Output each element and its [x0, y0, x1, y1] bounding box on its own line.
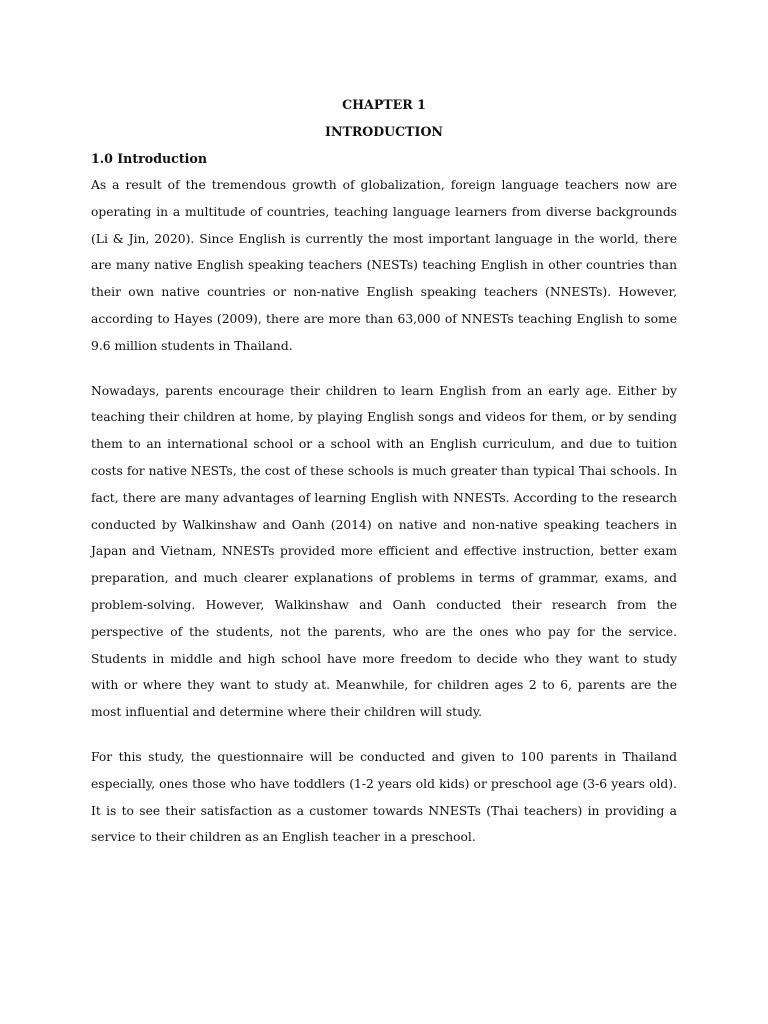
paragraph-2: Nowadays, parents encourage their children to learn English from an early age. Either by teaching their children at home, by playing English songs and videos for them, or by sending them to an international school or a school with an English curriculum, and due to tuition costs for native NESTs, the cost of these schools is much greater than typical Thai schools. In fact, there are many advantages of learning English with NNESTs. According to the research conducted by Walkinshaw and Oanh (2014) on native and non-native speaking teachers in Japan and Vietnam, NNESTs provided more efficient and effective instruction, better exam preparation, and much clearer explanations of problems in terms of grammar, exams, and problem-solving. However, Walkinshaw and Oanh conducted their research from the perspective of the students, not the parents, who are the ones who pay for the service. Students in middle and high school have more freedom to decide who they want to study with or where they want to study at. Meanwhile, for children ages 2 to 6, parents are the most influential and determine where their children will study. — [91, 383, 677, 720]
chapter-label: CHAPTER 1 — [342, 97, 426, 112]
section-heading: 1.0 Introduction — [91, 151, 207, 166]
paragraph-1: As a result of the tremendous growth of globalization, foreign language teachers now are operating in a multitude of countries, teaching language learners from diverse backgrounds (Li & Jin, 2020). Since English is currently the most important language in the world, there are many native English speaking teachers (NESTs) teaching English in other countries than their own native countries or non-native English speaking teachers (NNESTs). However, according to Hayes (2009), there are more than 63,000 of NNESTs teaching English to some 9.6 million students in Thailand. — [91, 178, 677, 353]
paragraph-3: For this study, the questionnaire will be conducted and given to 100 parents in Thailand especially, ones those who have toddlers (1-2 years old kids) or preschool age (3-6 years old). It is to see their satisfaction as a customer towards NNESTs (Thai teachers) in providing a service to their children as an English teacher in a preschool. — [91, 749, 677, 845]
document-content — [91, 91, 677, 851]
chapter-title: INTRODUCTION — [325, 124, 443, 139]
